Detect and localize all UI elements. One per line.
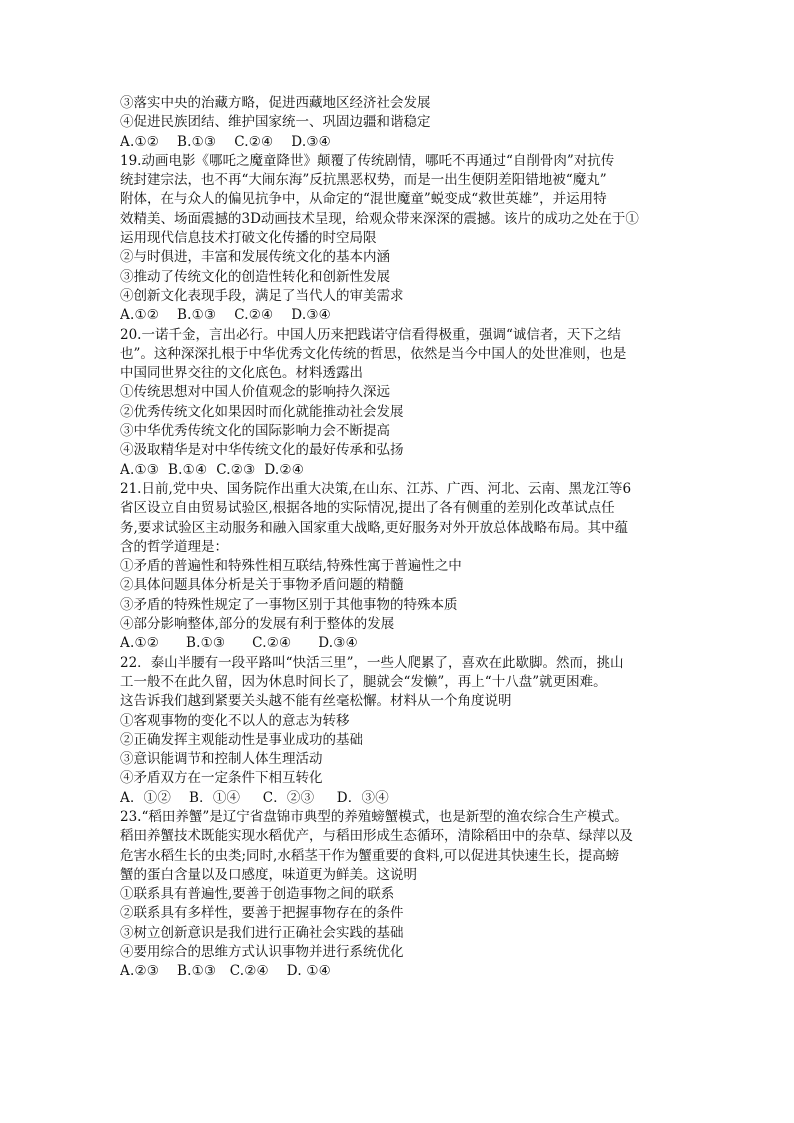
choice-item: ③推动了传统文化的创造性转化和创新性发展 xyxy=(120,268,390,285)
choice-item: ②优秀传统文化如果因时而化就能推动社会发展 xyxy=(120,403,404,420)
question-23 xyxy=(120,808,680,982)
choice-item: ②正确发挥主观能动性是事业成功的基础 xyxy=(120,731,363,748)
choice-item: ④矛盾双方在一定条件下相互转化 xyxy=(120,770,323,787)
choice-item: ④促进民族团结、维护国家统一、巩固边疆和谐稳定 xyxy=(120,114,431,131)
choice-item: ④部分影响整体,部分的发展有利于整体的发展 xyxy=(120,616,395,633)
choice-item: ②与时俱进，丰富和发展传统文化的基本内涵 xyxy=(120,249,390,266)
answer-options: A.①② B.①③ C.②④ D.③④ xyxy=(120,307,331,324)
choice-item: ④要用综合的思维方式认识事物并进行系统优化 xyxy=(120,944,404,961)
question-stem-line: 运用现代信息技术打破文化传播的时空局限 xyxy=(120,230,377,247)
answer-options: A.①② B.①③ C.②④ D.③④ xyxy=(120,635,358,652)
question-stem-line: 含的哲学道理是： xyxy=(120,538,228,555)
question-stem-line: 21.日前,党中央、国务院作出重大决策,在山东、江苏、广西、河北、云南、黑龙江等6 xyxy=(120,480,632,497)
question-stem-line: 稻田养蟹技术既能实现水稻优产，与稻田形成生态循环，清除稻田中的杂草、绿萍以及 xyxy=(120,828,633,845)
answer-options: A.①② B.①③ C.②④ D.③④ xyxy=(120,133,331,150)
question-stem-line: 统封建宗法，也不再“大闹东海”反抗黑恶权势，而是一出生便阴差阳错地被“魔丸” xyxy=(120,172,607,189)
answer-options: A.①③ B.①④ C.②③ D.②④ xyxy=(120,461,304,478)
question-stem-line: 也”。这种深深扎根于中华优秀文化传统的哲思，依然是当今中国人的处世准则，也是 xyxy=(120,345,627,362)
question-18-tail xyxy=(120,94,680,152)
question-stem-line: 20.一诺千金，言出必行。中国人历来把践诺守信看得极重，强调“诚信者，天下之结 xyxy=(120,326,621,343)
exam-page xyxy=(120,94,680,982)
choice-item: ④汲取精华是对中华传统文化的最好传承和弘扬 xyxy=(120,442,404,459)
question-21 xyxy=(120,480,680,654)
question-stem-line: 工一般不在此久留，因为休息时间长了，腿就会“发懒”，再上“十八盘”就更困难。 xyxy=(120,673,607,690)
choice-item: ③中华优秀传统文化的国际影响力会不断提高 xyxy=(120,423,390,440)
question-stem-line: 省区设立自由贸易试验区,根据各地的实际情况,提出了各有侧重的差别化改革试点任 xyxy=(120,500,615,517)
question-19 xyxy=(120,152,680,326)
question-stem-line: 22．泰山半腰有一段平路叫“快活三里”，一些人爬累了，喜欢在此歇脚。然而，挑山 xyxy=(120,654,624,671)
question-20 xyxy=(120,326,680,480)
question-stem-line: 23.“稻田养蟹”是辽宁省盘锦市典型的养殖螃蟹模式，也是新型的渔农综合生产模式。 xyxy=(120,808,628,825)
choice-item: ③意识能调节和控制人体生理活动 xyxy=(120,751,323,768)
question-stem-line: 这告诉我们越到紧要关头越不能有丝毫松懈。材料从一个角度说明 xyxy=(120,693,512,710)
question-stem-line: 务,要求试验区主动服务和融入国家重大战略,更好服务对外开放总体战略布局。其中蕴 xyxy=(120,519,629,536)
answer-options: A.②③ B.①③ C.②④ D. ①④ xyxy=(120,963,331,980)
question-stem-line: 附体，在与众人的偏见抗争中，从命定的“混世魔童”蜕变成“救世英雄”，并运用特 xyxy=(120,191,607,208)
question-stem-line: 19.动画电影《哪吒之魔童降世》颠覆了传统剧情，哪吒不再通过“自削骨肉”对抗传 xyxy=(120,152,615,169)
question-22 xyxy=(120,654,680,808)
choice-item: ②具体问题具体分析是关于事物矛盾问题的精髓 xyxy=(120,577,404,594)
choice-item: ①矛盾的普遍性和特殊性相互联结,特殊性寓于普遍性之中 xyxy=(120,558,462,575)
question-stem-line: 效精美、场面震撼的3D动画技术呈现，给观众带来深深的震撼。该片的成功之处在于① xyxy=(120,210,639,227)
choice-item: ③落实中央的治藏方略，促进西藏地区经济社会发展 xyxy=(120,95,431,111)
question-stem-line: 中国同世界交往的文化底色。材料透露出 xyxy=(120,365,363,382)
choice-item: ④创新文化表现手段，满足了当代人的审美需求 xyxy=(120,287,404,304)
choice-item: ①传统思想对中国人价值观念的影响持久深远 xyxy=(120,384,390,401)
choice-item: ②联系具有多样性，要善于把握事物存在的条件 xyxy=(120,905,404,922)
choice-item: ③树立创新意识是我们进行正确社会实践的基础 xyxy=(120,924,404,941)
choice-item: ①客观事物的变化不以人的意志为转移 xyxy=(120,712,350,729)
choice-item: ①联系具有普遍性,要善于创造事物之间的联系 xyxy=(120,886,395,903)
choice-item: ③矛盾的特殊性规定了一事物区别于其他事物的特殊本质 xyxy=(120,596,458,613)
answer-options: A．①② B．①④ C．②③ D．③④ xyxy=(120,789,389,806)
question-stem-line: 蟹的蛋白含量以及口感度，味道更为鲜美。这说明 xyxy=(120,866,417,883)
question-stem-line: 危害水稻生长的虫类;同时,水稻茎干作为蟹重要的食料,可以促进其快速生长，提高螃 xyxy=(120,847,620,864)
